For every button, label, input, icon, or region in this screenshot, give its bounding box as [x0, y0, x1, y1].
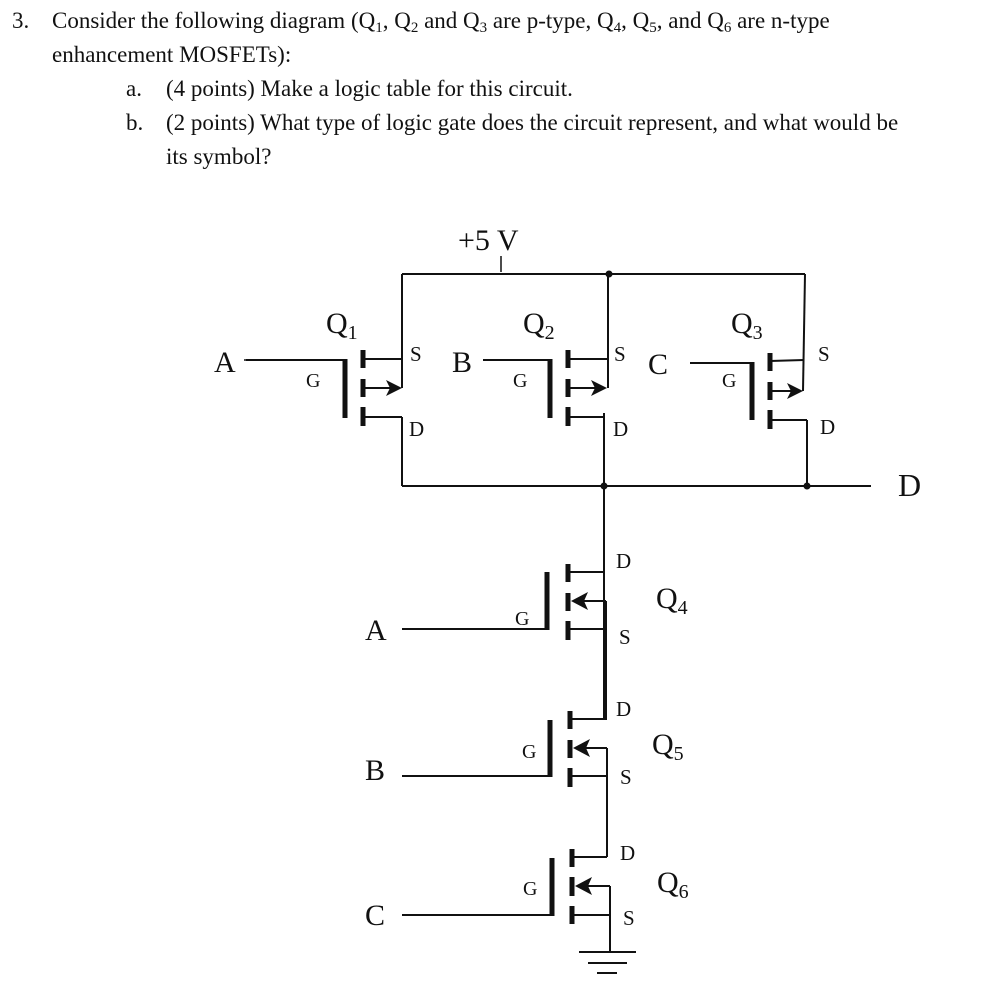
question-number: 3. — [12, 8, 30, 33]
part-b-text: (2 points) What type of logic gate does the circuit represent, and what would be — [166, 110, 899, 135]
supply-label: +5 V — [458, 224, 519, 257]
part-a-marker: a. — [126, 76, 142, 101]
q5-input-label: B — [365, 754, 386, 787]
q2-input-label: B — [452, 346, 473, 379]
q6-input-label: C — [365, 899, 386, 932]
pmos-q3 — [690, 274, 807, 486]
q1-gate-label: G — [306, 370, 321, 392]
ground-icon — [579, 952, 636, 973]
q4-gate-label: G — [515, 608, 530, 630]
q3-label: $Q_3$ — [731, 307, 763, 344]
q4-source-label: S — [619, 625, 631, 649]
q5-label: $Q_5$ — [652, 728, 684, 765]
junction-dot — [804, 483, 811, 490]
q1-drain-label: D — [409, 417, 425, 441]
question-intro-line1: Consider the following diagram ($Q_1$, $Q_2$ and $Q_3$ are p-type, $Q_4$, $Q_5$, and $Q_6$ are n-type — [52, 8, 830, 36]
q1-source-label: S — [410, 342, 422, 366]
q2-drain-label: D — [613, 417, 629, 441]
pmos-q1 — [246, 274, 402, 486]
q6-drain-label: D — [620, 841, 636, 865]
q4-input-label: A — [365, 614, 387, 647]
q3-drain-label: D — [820, 415, 836, 439]
q5-source-label: S — [620, 765, 632, 789]
part-a-text: (4 points) Make a logic table for this circuit. — [166, 76, 573, 101]
q2-label: $Q_2$ — [523, 307, 555, 344]
q4-label: $Q_4$ — [656, 582, 688, 619]
question-intro-line2: enhancement MOSFETs): — [52, 42, 292, 67]
q1-label: $Q_1$ — [326, 307, 358, 344]
q4-drain-label: D — [616, 549, 632, 573]
q6-gate-label: G — [523, 878, 538, 900]
junction-dot — [601, 483, 608, 490]
q6-label: $Q_6$ — [657, 866, 689, 903]
q1-input-label: A — [214, 346, 236, 379]
q3-source-label: S — [818, 342, 830, 366]
nmos-q5 — [402, 711, 607, 857]
q2-gate-label: G — [513, 370, 528, 392]
q5-gate-label: G — [522, 741, 537, 763]
q2-source-label: S — [614, 342, 626, 366]
nmos-q6 — [402, 849, 610, 952]
part-b-marker: b. — [126, 110, 144, 135]
q3-gate-label: G — [722, 370, 737, 392]
output-label: D — [898, 467, 922, 503]
q6-source-label: S — [623, 906, 635, 930]
part-b-continuation: its symbol? — [166, 144, 272, 169]
junction-dot — [606, 271, 613, 278]
q5-drain-label: D — [616, 697, 632, 721]
nmos-q4 — [402, 564, 606, 720]
q3-input-label: C — [648, 348, 669, 381]
